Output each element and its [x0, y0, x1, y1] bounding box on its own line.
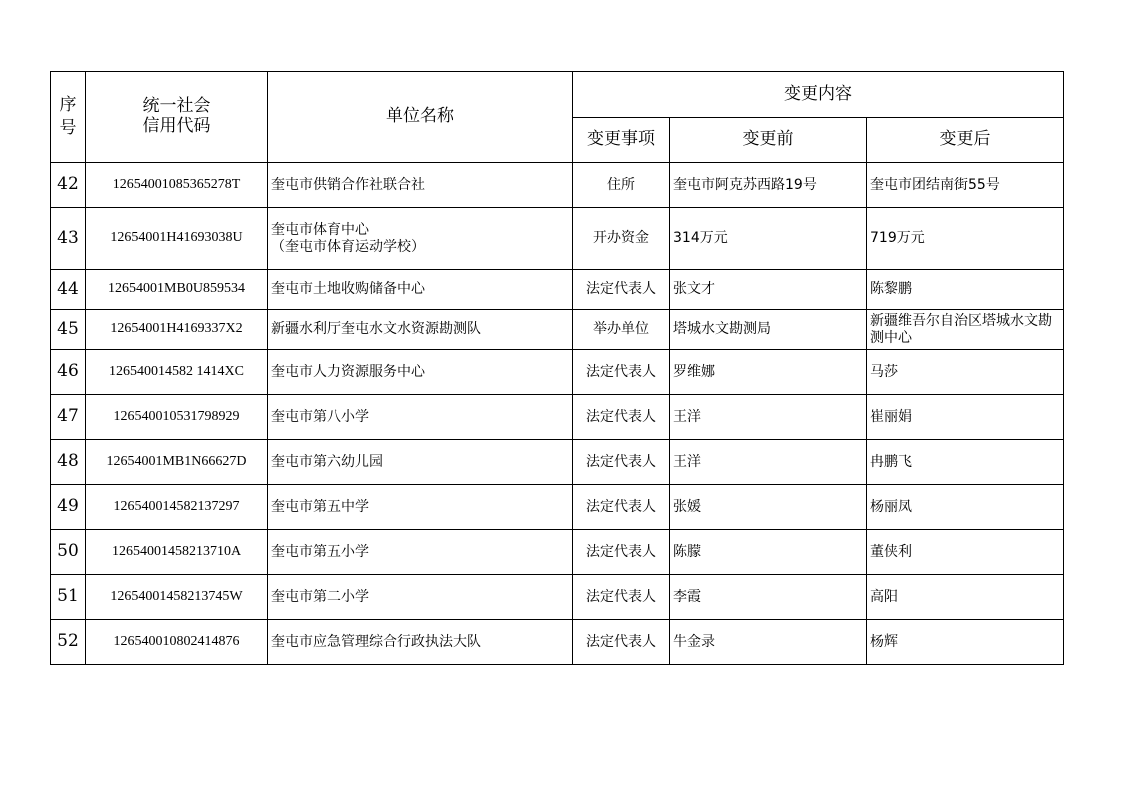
row-credit-code: 12654001MB1N66627D — [86, 440, 268, 485]
row-before: 王洋 — [670, 395, 867, 440]
row-change-item: 法定代表人 — [573, 575, 670, 620]
row-before: 张文才 — [670, 270, 867, 310]
row-credit-code: 12654001H41693038U — [86, 208, 268, 270]
row-seq: 49 — [51, 485, 86, 530]
row-unit-name: 奎屯市第五小学 — [268, 530, 573, 575]
header-credit-code — [86, 72, 268, 163]
header-before: 变更前 — [670, 118, 867, 163]
row-seq: 51 — [51, 575, 86, 620]
row-unit-name: 新疆水利厅奎屯水文水资源勘测队 — [268, 310, 573, 350]
row-unit-name: 奎屯市人力资源服务中心 — [268, 350, 573, 395]
row-after: 陈黎鹏 — [867, 270, 1064, 310]
row-seq: 46 — [51, 350, 86, 395]
row-change-item: 住所 — [573, 163, 670, 208]
row-change-item: 法定代表人 — [573, 620, 670, 665]
change-registry-table — [50, 71, 1064, 665]
row-unit-name: 奎屯市第六幼儿园 — [268, 440, 573, 485]
row-before: 王洋 — [670, 440, 867, 485]
row-change-item: 法定代表人 — [573, 485, 670, 530]
row-before: 陈朦 — [670, 530, 867, 575]
row-after: 高阳 — [867, 575, 1064, 620]
row-after: 董侠利 — [867, 530, 1064, 575]
row-seq: 42 — [51, 163, 86, 208]
row-seq: 50 — [51, 530, 86, 575]
row-change-item: 法定代表人 — [573, 440, 670, 485]
row-seq: 43 — [51, 208, 86, 270]
row-credit-code: 12654001MB0U859534 — [86, 270, 268, 310]
header-unit-name: 单位名称 — [268, 72, 573, 163]
row-unit-name-sub: （奎屯市体育运动学校） — [271, 238, 425, 255]
row-unit-name: 奎屯市第五中学 — [268, 485, 573, 530]
header-credit-code-line2: 信用代码 — [142, 116, 211, 136]
row-credit-code: 12654001458213710A — [86, 530, 268, 575]
row-unit-name: 奎屯市应急管理综合行政执法大队 — [268, 620, 573, 665]
row-after: 新疆维吾尔自治区塔城水文勘测中心 — [867, 310, 1064, 350]
row-before: 奎屯市阿克苏西路19号 — [670, 163, 867, 208]
row-seq: 52 — [51, 620, 86, 665]
table-row — [51, 270, 1064, 310]
table-row — [51, 575, 1064, 620]
row-after: 马莎 — [867, 350, 1064, 395]
row-unit-name: 奎屯市第二小学 — [268, 575, 573, 620]
row-credit-code: 126540014582 1414XC — [86, 350, 268, 395]
row-unit-name: 奎屯市第八小学 — [268, 395, 573, 440]
row-credit-code: 126540010531798929 — [86, 395, 268, 440]
row-change-item: 开办资金 — [573, 208, 670, 270]
row-credit-code: 126540014582137297 — [86, 485, 268, 530]
table-row — [51, 395, 1064, 440]
header-seq: 序号 — [51, 72, 86, 163]
row-credit-code: 12654001H4169337X2 — [86, 310, 268, 350]
row-after: 杨丽凤 — [867, 485, 1064, 530]
row-after: 719万元 — [867, 208, 1064, 270]
row-before: 李霞 — [670, 575, 867, 620]
row-seq: 47 — [51, 395, 86, 440]
row-change-item: 法定代表人 — [573, 350, 670, 395]
table-row — [51, 163, 1064, 208]
row-before: 牛金录 — [670, 620, 867, 665]
row-seq: 45 — [51, 310, 86, 350]
table-row — [51, 310, 1064, 350]
row-after: 奎屯市团结南街55号 — [867, 163, 1064, 208]
table-row — [51, 620, 1064, 665]
row-after: 冉鹏飞 — [867, 440, 1064, 485]
header-change-content: 变更内容 — [573, 72, 1064, 118]
row-unit-name — [268, 208, 573, 270]
header-after: 变更后 — [867, 118, 1064, 163]
header-row-top — [51, 72, 1064, 118]
table-row — [51, 440, 1064, 485]
row-seq: 44 — [51, 270, 86, 310]
row-change-item: 法定代表人 — [573, 270, 670, 310]
table-row — [51, 208, 1064, 270]
header-change-item: 变更事项 — [573, 118, 670, 163]
table-row — [51, 530, 1064, 575]
row-before: 314万元 — [670, 208, 867, 270]
row-before: 张媛 — [670, 485, 867, 530]
row-unit-name: 奎屯市土地收购储备中心 — [268, 270, 573, 310]
row-credit-code: 12654001085365278T — [86, 163, 268, 208]
row-before: 塔城水文勘测局 — [670, 310, 867, 350]
row-credit-code: 12654001458213745W — [86, 575, 268, 620]
row-credit-code: 126540010802414876 — [86, 620, 268, 665]
table-row — [51, 485, 1064, 530]
row-unit-name-main: 奎屯市体育中心 — [271, 222, 369, 239]
row-change-item: 法定代表人 — [573, 530, 670, 575]
row-after: 崔丽娟 — [867, 395, 1064, 440]
row-after: 杨辉 — [867, 620, 1064, 665]
row-seq: 48 — [51, 440, 86, 485]
table-row — [51, 350, 1064, 395]
row-change-item: 举办单位 — [573, 310, 670, 350]
row-change-item: 法定代表人 — [573, 395, 670, 440]
row-unit-name: 奎屯市供销合作社联合社 — [268, 163, 573, 208]
row-before: 罗维娜 — [670, 350, 867, 395]
header-credit-code-line1: 统一社会 — [142, 96, 211, 117]
